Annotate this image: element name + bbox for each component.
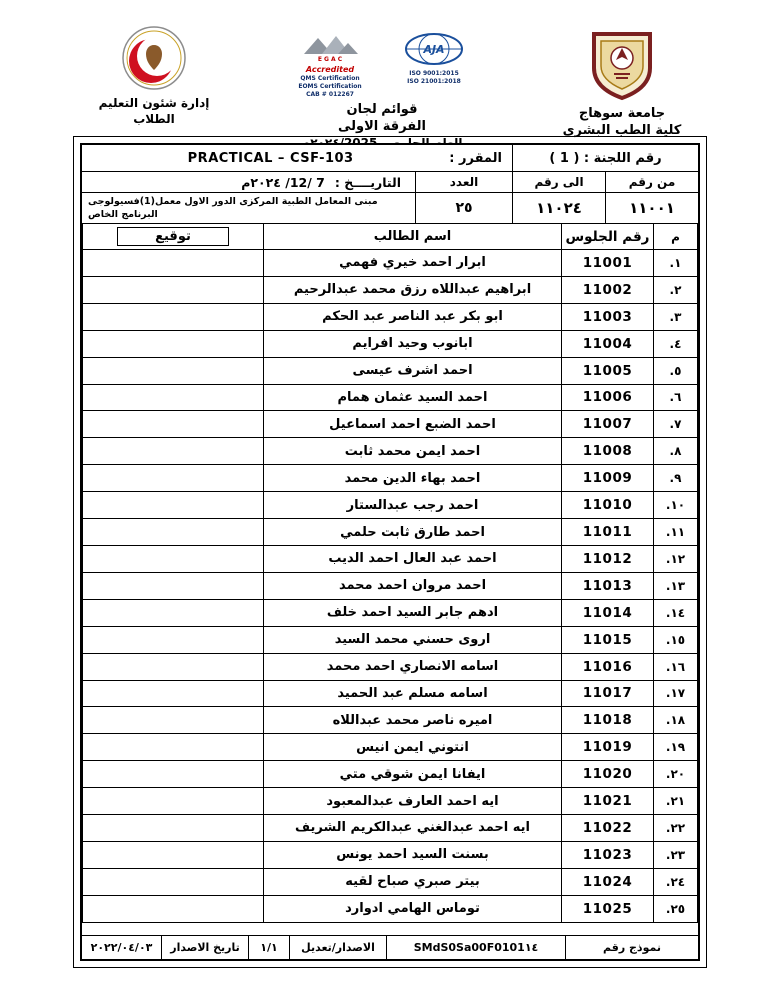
table-row xyxy=(83,680,698,707)
student-name-cell: انتوني ايمن انيس xyxy=(264,734,562,761)
serial-cell: ١٨. xyxy=(654,707,698,734)
seat-number-cell: 11018 xyxy=(562,707,654,734)
signature-cell xyxy=(83,303,264,330)
serial-cell: ٢. xyxy=(654,276,698,303)
student-name-cell: احمد مروان احمد محمد xyxy=(264,572,562,599)
university-name: جامعة سوهاج xyxy=(578,106,666,121)
table-row xyxy=(83,438,698,465)
student-affairs-block xyxy=(78,24,230,127)
signature-cell xyxy=(83,680,264,707)
table-row xyxy=(83,626,698,653)
student-name-cell: احمد بهاء الدين محمد xyxy=(264,465,562,492)
table-row xyxy=(83,357,698,384)
signature-cell xyxy=(83,411,264,438)
serial-cell: ١٩. xyxy=(654,734,698,761)
table-row xyxy=(83,788,698,815)
count-label: العدد xyxy=(416,172,512,192)
seat-number-cell: 11021 xyxy=(562,788,654,815)
student-name-cell: احمد السيد عثمان همام xyxy=(264,384,562,411)
seat-number-cell: 11025 xyxy=(562,895,654,922)
table-row xyxy=(83,411,698,438)
serial-cell: ٢١. xyxy=(654,788,698,815)
seat-number-cell: 11016 xyxy=(562,653,654,680)
student-name-cell: اسامه الانصاري احمد محمد xyxy=(264,653,562,680)
student-name-cell: احمد عبد العال احمد الديب xyxy=(264,545,562,572)
serial-cell: ١٢. xyxy=(654,545,698,572)
egac-line-2: EOMS Certification xyxy=(298,82,362,90)
count-value: ٢٥ xyxy=(416,193,512,223)
table-row xyxy=(83,572,698,599)
student-name-cell: ابانوب وحيد افرايم xyxy=(264,330,562,357)
seat-number-cell: 11011 xyxy=(562,519,654,546)
signature-cell xyxy=(83,788,264,815)
version-label: الاصدار/تعديل xyxy=(290,936,386,959)
student-name-cell: اسامه مسلم عبد الحميد xyxy=(264,680,562,707)
course-value: PRACTICAL – CSF-103 xyxy=(187,150,354,166)
aja-line-1: ISO 9001:2015 xyxy=(409,70,459,77)
course-row xyxy=(82,145,512,171)
table-row xyxy=(83,895,698,922)
issue-date-value: ٢٠٢٢/٠٤/٠٣ xyxy=(82,936,161,959)
serial-cell: ٣. xyxy=(654,303,698,330)
aja-globe-icon xyxy=(404,32,464,66)
signature-cell xyxy=(83,761,264,788)
student-name-cell: اروى حسني محمد السيد xyxy=(264,626,562,653)
student-name-cell: احمد طارق ثابت حلمي xyxy=(264,519,562,546)
serial-cell: ١٦. xyxy=(654,653,698,680)
student-name-cell: بيتر صبري صباح لقيه xyxy=(264,868,562,895)
seat-number-cell: 11005 xyxy=(562,357,654,384)
course-label: المقرر : xyxy=(449,150,502,166)
egac-letters: E G A C xyxy=(317,56,343,62)
students-table xyxy=(82,223,698,923)
signature-cell xyxy=(83,868,264,895)
center-title-block xyxy=(276,32,488,151)
signature-cell xyxy=(83,653,264,680)
form-footer xyxy=(82,935,698,959)
serial-cell: ١١. xyxy=(654,519,698,546)
serial-cell: ٦. xyxy=(654,384,698,411)
student-name-cell: احمد اشرف عيسى xyxy=(264,357,562,384)
student-name-cell: ايفانا ايمن شوقي متي xyxy=(264,761,562,788)
from-number-value: ١١٠٠١ xyxy=(606,193,698,223)
seat-number-cell: 11007 xyxy=(562,411,654,438)
signature-header xyxy=(83,224,264,250)
serial-cell: ١٥. xyxy=(654,626,698,653)
exam-location xyxy=(82,193,415,223)
student-name-header: اسم الطالب xyxy=(264,224,562,250)
seat-number-cell: 11020 xyxy=(562,761,654,788)
student-name-cell: اميره ناصر محمد عبداللاه xyxy=(264,707,562,734)
table-row xyxy=(83,761,698,788)
certification-logos xyxy=(276,32,488,99)
aja-line-2: ISO 21001:2018 xyxy=(407,78,461,86)
serial-cell: ١. xyxy=(654,250,698,277)
table-row xyxy=(83,707,698,734)
student-name-cell: ادهم جابر السيد احمد خلف xyxy=(264,599,562,626)
exam-date-row xyxy=(82,172,415,192)
serial-cell: ٨. xyxy=(654,438,698,465)
seat-number-cell: 11015 xyxy=(562,626,654,653)
student-name-cell: احمد رجب عبدالستار xyxy=(264,492,562,519)
location-line-2: البرنامج الخاص xyxy=(88,209,158,220)
seat-number-cell: 11014 xyxy=(562,599,654,626)
table-row xyxy=(83,384,698,411)
form-number-label: نموذج رقم xyxy=(566,936,698,959)
student-name-cell: توماس الهامي ادوارد xyxy=(264,895,562,922)
table-row xyxy=(83,519,698,546)
serial-cell: ١٤. xyxy=(654,599,698,626)
seat-number-cell: 11024 xyxy=(562,868,654,895)
serial-cell: ٢٤. xyxy=(654,868,698,895)
serial-cell: ١٣. xyxy=(654,572,698,599)
issue-date-label: تاريخ الاصدار xyxy=(162,936,248,959)
seat-number-cell: 11012 xyxy=(562,545,654,572)
signature-cell xyxy=(83,626,264,653)
table-row xyxy=(83,303,698,330)
student-name-cell: ابرار احمد خيري فهمي xyxy=(264,250,562,277)
serial-header: م xyxy=(654,224,698,250)
student-affairs-name: إدارة شئون التعليم الطلاب xyxy=(98,96,210,126)
signature-cell xyxy=(83,492,264,519)
table-header-row xyxy=(83,224,698,250)
table-row xyxy=(83,653,698,680)
seat-number-cell: 11022 xyxy=(562,815,654,842)
sohag-university-logo-icon xyxy=(590,30,654,102)
egac-line-3: CAB # 012267 xyxy=(306,90,354,98)
seat-number-cell: 11013 xyxy=(562,572,654,599)
version-value: ١/١ xyxy=(249,936,289,959)
signature-cell xyxy=(83,895,264,922)
signature-cell xyxy=(83,357,264,384)
serial-cell: ٥. xyxy=(654,357,698,384)
serial-cell: ٢٢. xyxy=(654,815,698,842)
signature-header-box: توقيع xyxy=(117,227,229,246)
seat-number-cell: 11003 xyxy=(562,303,654,330)
from-number-label: من رقم xyxy=(606,172,698,192)
serial-cell: ١٧. xyxy=(654,680,698,707)
table-row xyxy=(83,250,698,277)
signature-cell xyxy=(83,841,264,868)
table-row xyxy=(83,330,698,357)
seat-number-cell: 11023 xyxy=(562,841,654,868)
signature-cell xyxy=(83,465,264,492)
signature-cell xyxy=(83,330,264,357)
location-line-1: مبنى المعامل الطبية المركزى الدور الاول معمل(1)فسيولوجى xyxy=(88,195,378,207)
table-row xyxy=(83,841,698,868)
serial-cell: ٢٠. xyxy=(654,761,698,788)
table-row xyxy=(83,868,698,895)
seat-number-cell: 11006 xyxy=(562,384,654,411)
date-label: التاريــــخ : xyxy=(334,174,401,190)
faculty-name: كلية الطب البشرى xyxy=(562,122,682,138)
signature-cell xyxy=(83,250,264,277)
committee-info xyxy=(82,145,698,223)
seat-number-cell: 11001 xyxy=(562,250,654,277)
seat-number-cell: 11019 xyxy=(562,734,654,761)
student-name-cell: ايه احمد عبدالغني عبدالكريم الشريف xyxy=(264,815,562,842)
to-number-value: ١١٠٢٤ xyxy=(513,193,605,223)
student-name-cell: احمد الضبع احمد اسماعيل xyxy=(264,411,562,438)
student-rows xyxy=(83,250,698,923)
students-table-wrap xyxy=(82,223,698,923)
serial-cell: ٤. xyxy=(654,330,698,357)
seat-number-cell: 11010 xyxy=(562,492,654,519)
aja-letters: AJA xyxy=(423,43,445,56)
document-title: قوائم لجان xyxy=(346,102,418,118)
signature-cell xyxy=(83,599,264,626)
student-name-cell: احمد ايمن محمد ثابت xyxy=(264,438,562,465)
bottom-spacer xyxy=(82,923,698,935)
student-affairs-logo-icon xyxy=(121,24,187,92)
form-number-value: SMdS0Sa00F0101١٤ xyxy=(387,936,565,959)
serial-cell: ٢٣. xyxy=(654,841,698,868)
signature-cell xyxy=(83,276,264,303)
student-name-cell: ابو بكر عبد الناصر عبد الحكم xyxy=(264,303,562,330)
to-number-label: الى رقم xyxy=(513,172,605,192)
page-header xyxy=(0,18,768,138)
table-row xyxy=(83,465,698,492)
signature-cell xyxy=(83,707,264,734)
signature-cell xyxy=(83,734,264,761)
seat-number-cell: 11004 xyxy=(562,330,654,357)
egac-pyramids-icon xyxy=(298,32,362,62)
date-value: 7 /12/ ٢٠٢٤م xyxy=(241,174,325,190)
serial-cell: ٢٥. xyxy=(654,895,698,922)
table-row xyxy=(83,492,698,519)
student-name-cell: ابراهيم عبداللاه رزق محمد عبدالرحيم xyxy=(264,276,562,303)
table-row xyxy=(83,599,698,626)
seat-number-cell: 11008 xyxy=(562,438,654,465)
student-name-cell: بسنت السيد احمد يونس xyxy=(264,841,562,868)
table-row xyxy=(83,734,698,761)
serial-cell: ٩. xyxy=(654,465,698,492)
signature-cell xyxy=(83,572,264,599)
aja-cert xyxy=(390,32,478,86)
grade-title: الفرقة الاولى xyxy=(338,118,426,134)
seat-number-cell: 11017 xyxy=(562,680,654,707)
egac-cert xyxy=(286,32,374,99)
seat-number-cell: 11009 xyxy=(562,465,654,492)
committee-number: رقم اللجنة : ( 1 ) xyxy=(513,145,698,171)
university-block xyxy=(546,30,698,140)
egac-line-1: QMS Certification xyxy=(300,74,360,82)
signature-cell xyxy=(83,384,264,411)
serial-cell: ١٠. xyxy=(654,492,698,519)
signature-cell xyxy=(83,519,264,546)
committee-sheet xyxy=(80,143,700,961)
table-row xyxy=(83,276,698,303)
seat-number-header: رقم الجلوس xyxy=(562,224,654,250)
signature-cell xyxy=(83,815,264,842)
signature-cell xyxy=(83,545,264,572)
serial-cell: ٧. xyxy=(654,411,698,438)
egac-accredited-label: Accredited xyxy=(305,65,355,74)
seat-number-cell: 11002 xyxy=(562,276,654,303)
student-name-cell: ايه احمد العارف عبدالمعبود xyxy=(264,788,562,815)
signature-cell xyxy=(83,438,264,465)
table-row xyxy=(83,545,698,572)
table-row xyxy=(83,815,698,842)
